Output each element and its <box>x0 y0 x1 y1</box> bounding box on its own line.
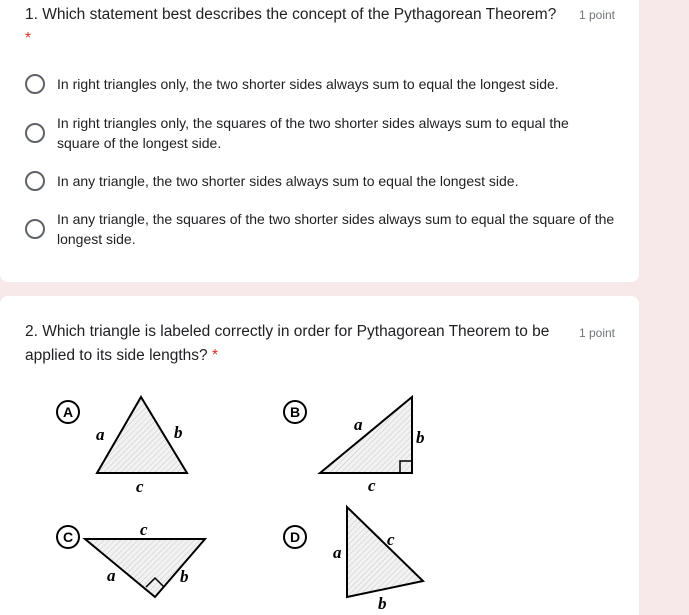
option-d-badge <box>284 526 306 548</box>
triangle-figure-svg <box>50 390 470 615</box>
question-1-text: 1. Which statement best describes the concept of the Pythagorean Theorem? <box>25 6 557 23</box>
triangle-d-label-2: c <box>387 530 395 549</box>
triangle-d <box>284 507 423 613</box>
question-1-card <box>0 0 639 282</box>
triangle-figure <box>50 390 470 615</box>
triangle-d-shape <box>347 507 423 597</box>
q1-option-2-radio[interactable] <box>25 123 45 143</box>
option-d-letter: D <box>289 529 301 545</box>
q1-option-3-radio[interactable] <box>25 171 45 191</box>
question-1-title <box>25 3 565 51</box>
triangle-c-label-3: b <box>180 567 189 586</box>
triangle-b-label-3: c <box>368 476 376 495</box>
q1-option-3-label: In any triangle, the two shorter sides always sum to equal the longest side. <box>57 173 519 189</box>
triangle-d-label-3: b <box>378 594 387 613</box>
required-asterisk: * <box>25 30 32 47</box>
q1-option-1-radio[interactable] <box>25 74 45 94</box>
required-asterisk: * <box>212 347 219 364</box>
triangle-d-label-1: a <box>333 543 342 562</box>
triangle-a <box>57 397 187 496</box>
question-2-text: 2. Which triangle is labeled correctly in order for Pythagorean Theorem to be applied to its side lengths? <box>25 323 550 364</box>
triangle-b <box>284 397 425 495</box>
q1-option-3[interactable] <box>25 171 615 191</box>
triangle-a-label-3: c <box>136 477 144 496</box>
question-2-title <box>25 320 565 368</box>
q1-option-4-label: In any triangle, the squares of the two shorter sides always sum to equal the square of the longest side. <box>57 211 615 247</box>
q1-option-4[interactable] <box>25 209 615 249</box>
triangle-b-label-2: b <box>416 428 425 447</box>
q1-option-1[interactable] <box>25 74 615 94</box>
question-1-points: 1 point <box>578 8 615 22</box>
triangle-c <box>57 520 205 597</box>
option-b-letter: B <box>289 404 301 420</box>
triangle-b-shape <box>320 397 412 473</box>
option-b-badge <box>284 401 306 423</box>
q1-option-4-radio[interactable] <box>25 219 45 239</box>
triangle-b-label-1: a <box>354 415 363 434</box>
triangle-c-label-2: a <box>107 566 116 585</box>
question-2-points: 1 point <box>578 326 615 340</box>
q1-option-2-label: In right triangles only, the squares of the two shorter sides always sum to equal the square of the longest side. <box>57 115 569 151</box>
option-c-letter: C <box>62 529 74 545</box>
q1-option-1-label: In right triangles only, the two shorter sides always sum to equal the longest side. <box>57 76 559 92</box>
option-a-badge <box>57 401 79 423</box>
q1-option-2[interactable] <box>25 113 615 153</box>
triangle-a-label-1: a <box>96 425 105 444</box>
triangle-c-label-1: c <box>140 520 148 539</box>
option-a-letter: A <box>62 404 74 420</box>
triangle-a-label-2: b <box>174 423 183 442</box>
option-c-badge <box>57 526 79 548</box>
